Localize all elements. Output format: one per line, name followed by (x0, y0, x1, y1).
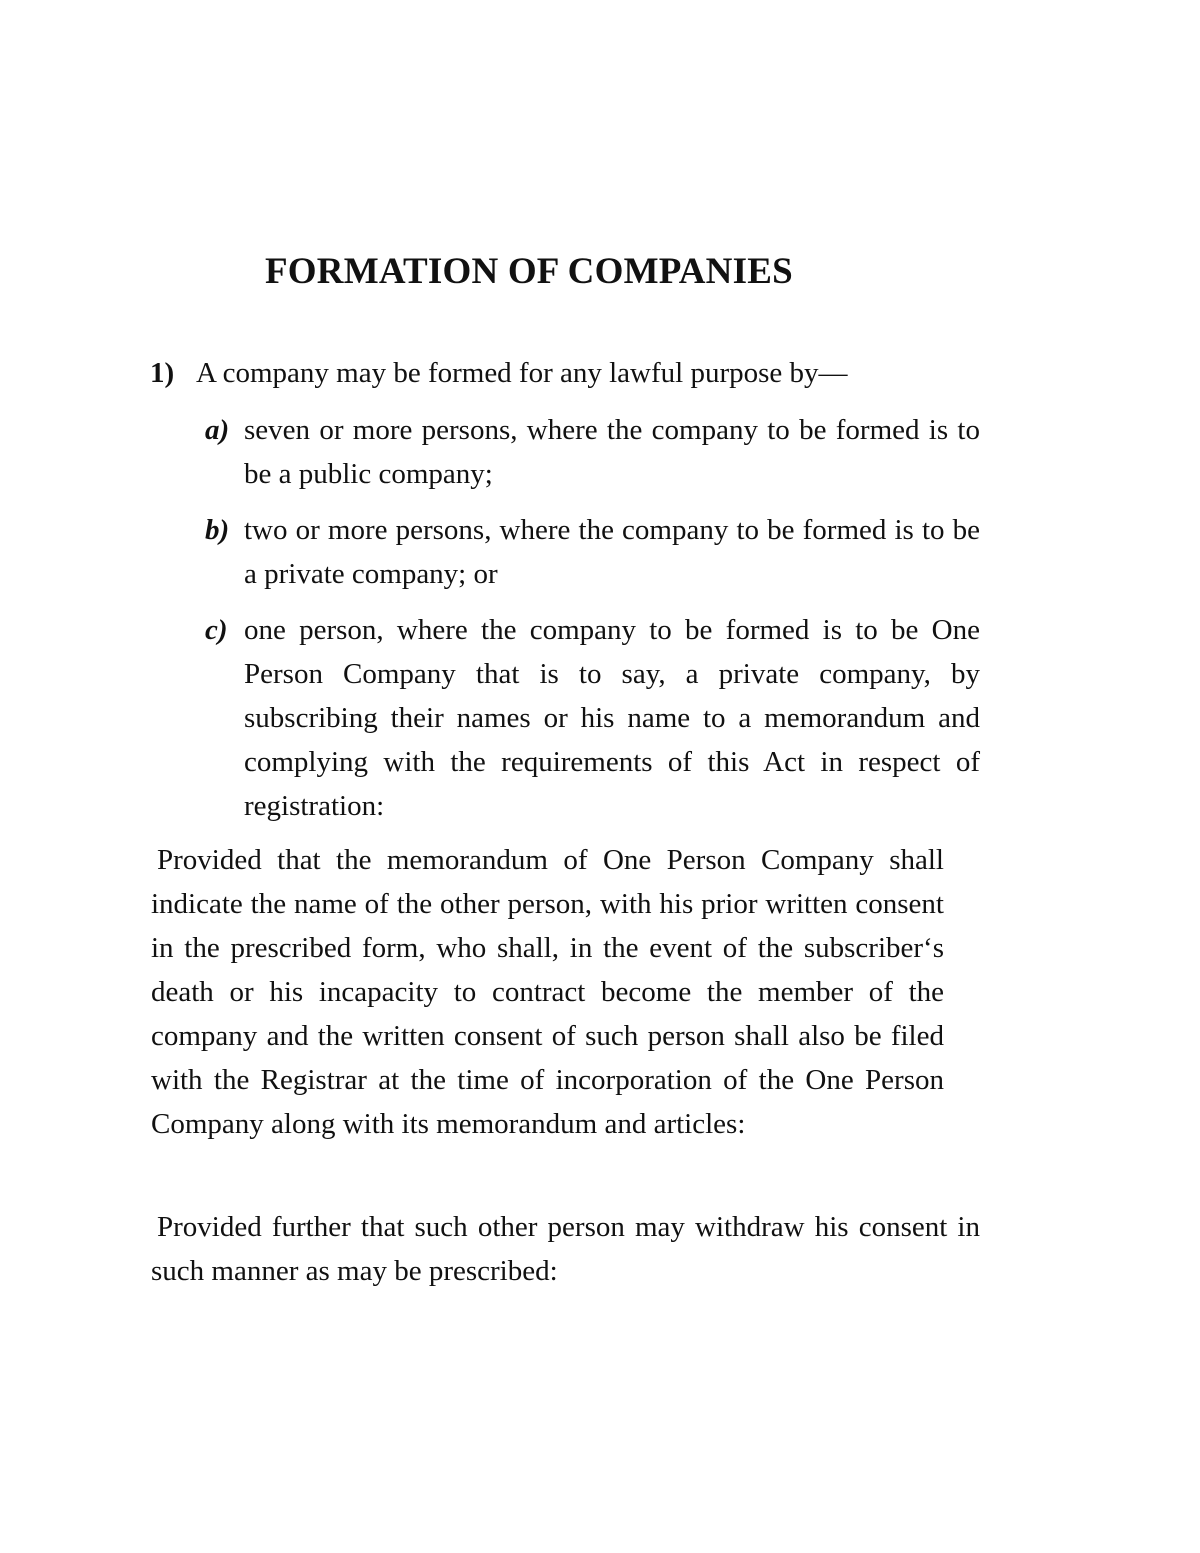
clause-b (205, 508, 980, 596)
clause-marker: a) (205, 414, 230, 446)
clause-c (205, 608, 980, 828)
clause-text: two or more persons, where the company to be formed is to be a private company; or (244, 514, 980, 590)
section-lead-text: A company may be formed for any lawful purpose by— (196, 357, 848, 389)
clause-a (205, 408, 980, 496)
section-number: 1) (150, 357, 175, 389)
clause-text: seven or more persons, where the company to be formed is to be a public company; (244, 414, 980, 490)
page-title: FORMATION OF COMPANIES (265, 251, 793, 292)
clause-text: one person, where the company to be formed is to be One Person Company that is to say, a private company, by subscribing their names or his name to a memorandum and complying with the requirements of this Act in respect of registration: (244, 614, 980, 822)
proviso-paragraph: Provided that the memorandum of One Person Company shall indicate the name of the other person, with his prior written consent in the prescribed form, who shall, in the event of the subscriber‘s death or his incapacity to contract become the member of the company and the written consent of such person shall also be filed with the Registrar at the time of incorporation of the One Person Company along with its memorandum and articles: (151, 844, 944, 1140)
clause-marker: b) (205, 514, 230, 546)
proviso-paragraph: Provided further that such other person may withdraw his consent in such manner as may be prescribed: (151, 1211, 980, 1287)
clause-marker: c) (205, 614, 228, 646)
